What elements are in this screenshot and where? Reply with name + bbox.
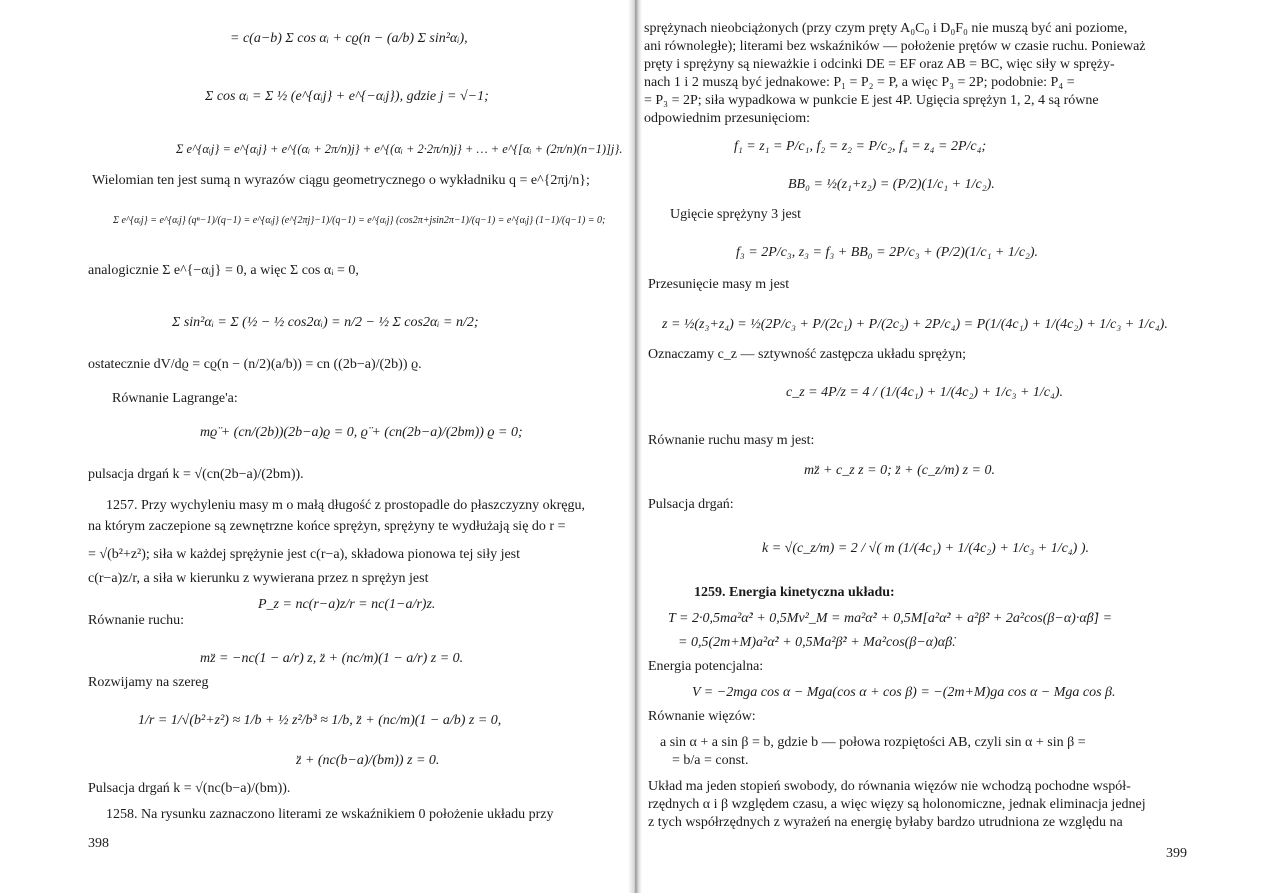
text-line: c(r−a)z/r, a siła w kierunku z wywierana przez n sprężyn jest <box>88 571 429 586</box>
text-line: Równanie Lagrange'a: <box>112 391 238 406</box>
text-line: ostatecznie dV/dϱ = cϱ(n − (n/2)(a/b)) = cn ((2b−a)/(2b)) ϱ. <box>88 357 422 372</box>
equation-line: Σ cos αᵢ = Σ ½ (e^{αᵢj} + e^{−αᵢj}), gdzie j = √−1; <box>205 89 489 104</box>
equation-line: mz̈ = −nc(1 − a/r) z, z̈ + (nc/m)(1 − a/r) z = 0. <box>200 651 464 666</box>
equation-line: z̈ + (nc(b−a)/(bm)) z = 0. <box>296 753 440 768</box>
equation-line: mz̈ + c_z z = 0; z̈ + (c_z/m) z = 0. <box>804 463 996 478</box>
text-line: = √(b²+z²); siła w każdej sprężynie jest c(r−a), składowa pionowa tej siły jest <box>88 547 521 562</box>
text-line: pręty i sprężyny są nieważkie i odcinki DE = EF oraz AB = BC, więc siły w spręży- <box>644 57 1115 72</box>
text-line: rzędnych α i β względem czasu, a więc więzy są holonomiczne, jednak eliminacja jednej <box>648 797 1146 812</box>
equation-line: k = √(c_z/m) = 2 / √( m (1/(4c₁) + 1/(4c₂) + 1/c₃ + 1/c₄) ). <box>762 541 1089 556</box>
problem-start: 1258. Na rysunku zaznaczono literami ze wskaźnikiem 0 położenie układu przy <box>106 807 554 822</box>
problem-start: 1257. Przy wychyleniu masy m o małą długość z prostopadle do płaszczyzny okręgu, <box>106 498 585 513</box>
equation-line: Σ e^{αᵢj} = e^{αᵢj} (qⁿ−1)/(q−1) = e^{αᵢj} (e^{2πj}−1)/(q−1) = e^{αᵢj} (cos2π+jsin2π−1)/(q−1) = e^{αᵢj} (1−1)/(q−1) = 0; <box>113 215 606 226</box>
text-line: Równanie ruchu: <box>88 613 185 628</box>
text-line: Pulsacja drgań k = √(nc(b−a)/(bm)). <box>88 781 291 796</box>
text-line: pulsacja drgań k = √(cn(2b−a)/(2bm)). <box>88 467 304 482</box>
text-line: Ugięcie sprężyny 3 jest <box>670 207 802 222</box>
right-page <box>634 0 1263 893</box>
equation-line: Σ sin²αᵢ = Σ (½ − ½ cos2αᵢ) = n/2 − ½ Σ cos2αᵢ = n/2; <box>172 315 479 330</box>
text-line: z tych współrzędnych z wyrażeń na energię byłaby bardzo utrudniona ze względu na <box>648 815 1123 830</box>
text-line: Rozwijamy na szereg <box>88 675 209 690</box>
equation-line: c_z = 4P/z = 4 / (1/(4c₁) + 1/(4c₂) + 1/c₃ + 1/c₄). <box>786 385 1064 400</box>
text-line: ani równoległe); literami bez wskaźników — położenie prętów w czasie ruchu. Ponieważ <box>644 39 1146 54</box>
equation-line: = 0,5(2m+M)a²α̇² + 0,5Ma²β̇² + Ma²cos(β−α)α̇β̇. <box>678 635 956 650</box>
equation-line: Σ e^{αᵢj} = e^{αᵢj} + e^{(αᵢ + 2π/n)j} + e^{(αᵢ + 2·2π/n)j} + … + e^{[αᵢ + (2π/n)(n−1)]j}. <box>176 142 623 156</box>
equation-line: = c(a−b) Σ cos αᵢ + cϱ(n − (a/b) Σ sin²αᵢ), <box>230 31 468 46</box>
text-line: Równanie więzów: <box>648 709 756 724</box>
equation-line: P_z = nc(r−a)z/r = nc(1−a/r)z. <box>258 597 436 612</box>
equation-line: f₃ = 2P/c₃, z₃ = f₃ + BB₀ = 2P/c₃ + (P/2)(1/c₁ + 1/c₂). <box>736 245 1039 260</box>
equation-line: 1/r = 1/√(b²+z²) ≈ 1/b + ½ z²/b³ ≈ 1/b, z̈ + (nc/m)(1 − a/b) z = 0, <box>138 713 502 728</box>
page-number: 398 <box>88 836 109 851</box>
problem-start: 1259. Energia kinetyczna układu: <box>694 585 895 600</box>
text-line: analogicznie Σ e^{−αᵢj} = 0, a więc Σ cos αᵢ = 0, <box>88 263 359 278</box>
page-number: 399 <box>1166 846 1187 861</box>
text-line: nach 1 i 2 muszą być jednakowe: P₁ = P₂ = P, a więc P₃ = 2P; podobnie: P₄ = <box>644 75 1075 90</box>
equation-line: mϱ̈ + (cn/(2b))(2b−a)ϱ = 0, ϱ̈ + (cn(2b−a)/(2bm)) ϱ = 0; <box>200 425 523 440</box>
equation-line: BB₀ = ½(z₁+z₂) = (P/2)(1/c₁ + 1/c₂). <box>788 177 995 192</box>
text-line: Energia potencjalna: <box>648 659 764 674</box>
text-line: Pulsacja drgań: <box>648 497 734 512</box>
text-line: na którym zaczepione są zewnętrzne końce sprężyn, sprężyny te wydłużają się do r = <box>88 519 566 534</box>
text-line: sprężynach nieobciążonych (przy czym pręty A₀C₀ i D₀F₀ nie muszą być ani poziome, <box>644 21 1128 36</box>
equation-line: T = 2·0,5ma²α̇² + 0,5Mv²_M = ma²α̇² + 0,5M[a²α̇² + a²β̇² + 2a²cos(β−α)·α̇β̇] = <box>668 611 1113 626</box>
equation-line: V = −2mga cos α − Mga(cos α + cos β) = −(2m+M)ga cos α − Mga cos β. <box>692 685 1116 700</box>
text-line: Wielomian ten jest sumą n wyrazów ciągu geometrycznego o wykładniku q = e^{2πj/n}; <box>92 173 590 188</box>
text-line: = P₃ = 2P; siła wypadkowa w punkcie E jest 4P. Ugięcia sprężyn 1, 2, 4 są równe <box>644 93 1099 108</box>
text-line: Oznaczamy c_z — sztywność zastępcza układu sprężyn; <box>648 347 966 362</box>
text-line: Przesunięcie masy m jest <box>648 277 790 292</box>
equation-line: z = ½(z₃+z₄) = ½(2P/c₃ + P/(2c₁) + P/(2c₂) + 2P/c₄) = P(1/(4c₁) + 1/(4c₂) + 1/c₃ + 1/c₄). <box>662 317 1168 332</box>
text-line: Równanie ruchu masy m jest: <box>648 433 815 448</box>
text-line: Układ ma jeden stopień swobody, do równania więzów nie wchodzą pochodne współ- <box>648 779 1131 794</box>
text-line: odpowiednim przesunięciom: <box>644 111 811 126</box>
text-line: a sin α + a sin β = b, gdzie b — połowa rozpiętości AB, czyli sin α + sin β = <box>660 735 1086 750</box>
text-line: = b/a = const. <box>672 753 749 768</box>
equation-line: f₁ = z₁ = P/c₁, f₂ = z₂ = P/c₂, f₄ = z₄ = 2P/c₄; <box>734 139 987 154</box>
